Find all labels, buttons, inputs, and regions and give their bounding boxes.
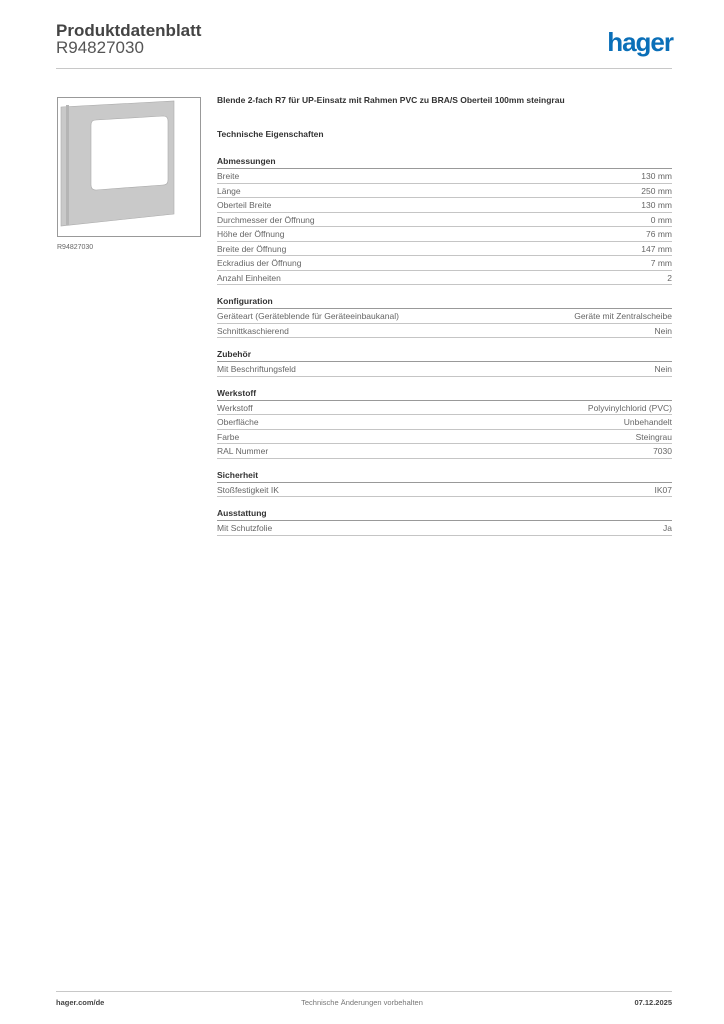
spec-section xyxy=(217,348,672,377)
footer-disclaimer: Technische Änderungen vorbehalten xyxy=(301,998,423,1007)
spec-value: 130 mm xyxy=(641,200,672,210)
spec-label: Oberfläche xyxy=(217,417,259,427)
spec-content xyxy=(217,95,672,536)
spec-value: 76 mm xyxy=(646,229,672,239)
spec-row xyxy=(217,324,672,339)
divider xyxy=(56,68,672,69)
spec-value: 0 mm xyxy=(650,214,672,225)
spec-label: Eckradius der Öffnung xyxy=(217,258,302,268)
footer-website-link[interactable]: hager.com/de xyxy=(56,998,105,1007)
spec-section xyxy=(217,507,672,536)
spec-label: Höhe der Öffnung xyxy=(217,229,285,239)
spec-label: Oberteil Breite xyxy=(217,200,272,210)
spec-value: Ja xyxy=(663,523,672,533)
spec-label: Farbe xyxy=(217,431,240,442)
spec-section xyxy=(217,387,672,459)
spec-label: Breite xyxy=(217,171,240,181)
spec-row xyxy=(217,184,672,199)
spec-value: 250 mm xyxy=(641,185,672,196)
spec-label: Länge xyxy=(217,185,241,196)
spec-row xyxy=(217,444,672,459)
section-heading: Abmessungen xyxy=(217,155,672,169)
product-code: R94827030 xyxy=(56,38,144,57)
spec-row xyxy=(217,242,672,257)
spec-section xyxy=(217,469,672,498)
section-heading: Zubehör xyxy=(217,348,672,362)
spec-row xyxy=(217,362,672,377)
spec-row xyxy=(217,227,672,242)
image-caption: R94827030 xyxy=(57,244,94,251)
spec-section xyxy=(217,155,672,285)
section-heading: Konfiguration xyxy=(217,295,672,309)
spec-row xyxy=(217,401,672,416)
product-image xyxy=(57,97,201,237)
spec-label: Stoßfestigkeit IK xyxy=(217,484,279,495)
spec-value: Geräte mit Zentralscheibe xyxy=(574,311,672,321)
spec-value: 130 mm xyxy=(641,171,672,181)
section-heading: Werkstoff xyxy=(217,387,672,401)
spec-row xyxy=(217,521,672,536)
spec-section xyxy=(217,295,672,338)
spec-value: Polyvinylchlorid (PVC) xyxy=(587,402,672,413)
spec-row xyxy=(217,169,672,184)
spec-row xyxy=(217,198,672,213)
spec-label: Durchmesser der Öffnung xyxy=(217,214,315,225)
spec-row xyxy=(217,256,672,271)
spec-row xyxy=(217,213,672,228)
spec-value: 147 mm xyxy=(641,243,672,254)
tech-heading: Technische Eigenschaften xyxy=(217,129,324,139)
spec-value: 7 mm xyxy=(650,258,672,268)
spec-value: Nein xyxy=(654,364,672,374)
spec-label: Schnittkaschierend xyxy=(217,325,289,336)
spec-row xyxy=(217,271,672,286)
product-name: Blende 2-fach R7 für UP-Einsatz mit Rahmen PVC zu BRA/S Oberteil 100mm steingrau xyxy=(217,95,565,105)
spec-label: Mit Schutzfolie xyxy=(217,523,273,533)
spec-label: Mit Beschriftungsfeld xyxy=(217,364,296,374)
spec-row xyxy=(217,483,672,498)
spec-label: Anzahl Einheiten xyxy=(217,272,281,283)
spec-value: 2 xyxy=(667,272,672,283)
spec-value: IK07 xyxy=(654,484,672,495)
spec-value: Unbehandelt xyxy=(623,417,672,427)
section-heading: Sicherheit xyxy=(217,469,672,483)
spec-row xyxy=(217,309,672,324)
spec-label: Breite der Öffnung xyxy=(217,243,287,254)
spec-row xyxy=(217,415,672,430)
spec-row xyxy=(217,430,672,445)
spec-value: Nein xyxy=(654,325,672,336)
spec-label: Geräteart (Geräteblende für Geräteeinbaukanal) xyxy=(217,311,399,321)
spec-value: Steingrau xyxy=(635,431,672,442)
footer-date: 07.12.2025 xyxy=(634,998,672,1007)
hager-logo: hager xyxy=(607,27,673,57)
spec-value: 7030 xyxy=(653,446,672,456)
section-heading: Ausstattung xyxy=(217,507,672,521)
footer-divider xyxy=(56,991,672,992)
spec-label: RAL Nummer xyxy=(217,446,269,456)
page-title: Produktdatenblatt xyxy=(56,21,202,40)
spec-label: Werkstoff xyxy=(217,402,253,413)
